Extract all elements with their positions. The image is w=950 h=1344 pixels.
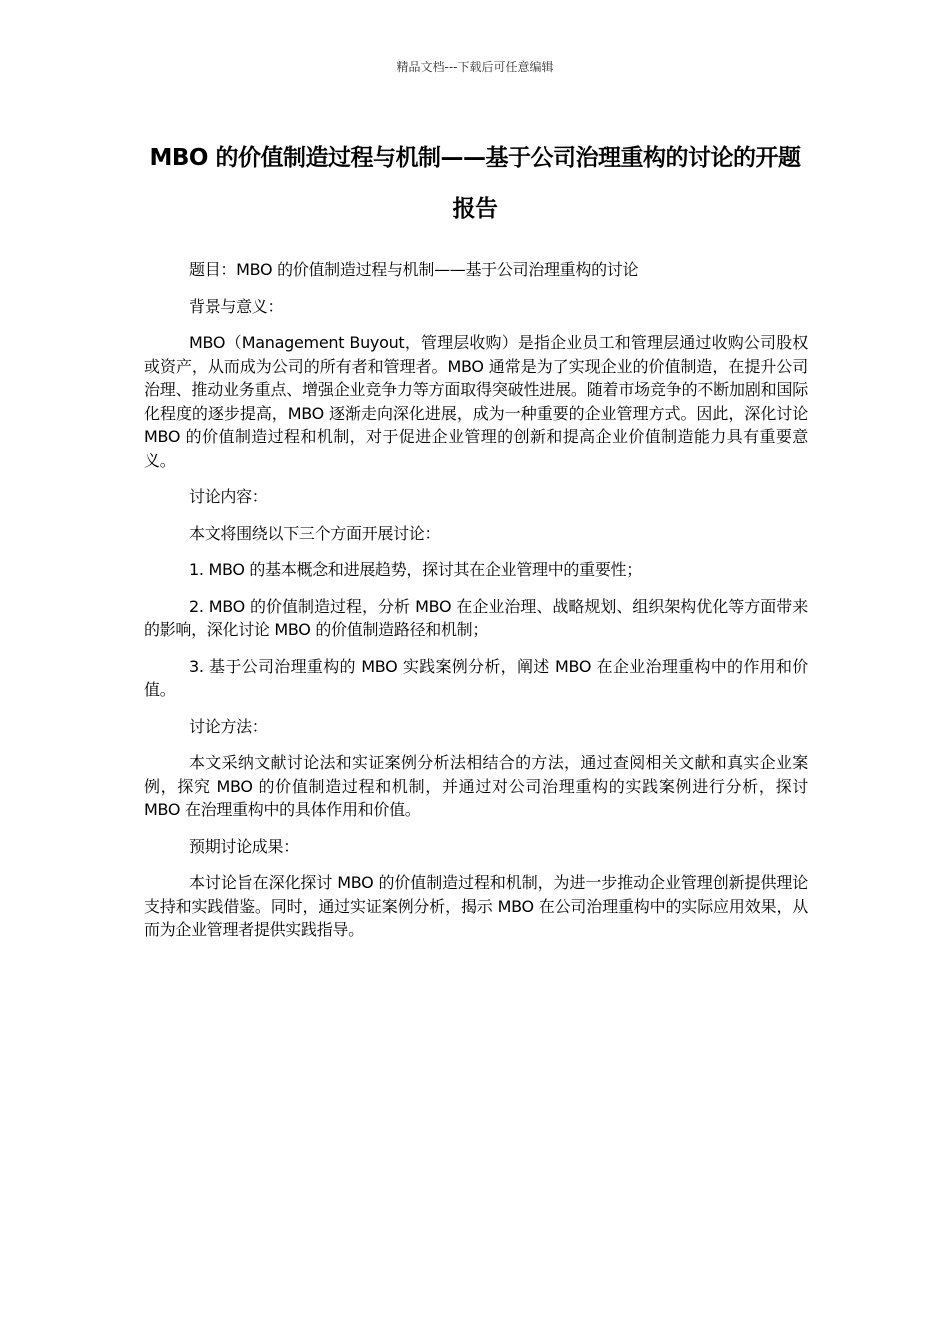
section-heading-background: 背景与意义： — [189, 296, 284, 316]
content-item-1: 1. MBO 的基本概念和进展趋势，探讨其在企业管理中的重要性； — [189, 560, 642, 579]
header-note: 精品文档---下载后可任意编辑 — [396, 60, 554, 74]
background-paragraph: MBO（Management Buyout，管理层收购）是指企业员工和管理层通过收购公司股权或资产，从而成为公司的所有者和管理者。MBO 通常是为了实现企业的价值制造，在提升公司治理、推动业务重点、增强企业竞争力等方面取得突破性进展。随着市场竞争的不断加剧和国际化程度的逐步提高，MBO 逐渐走向深化进展，成为一种重要的企业管理方式。因此，深化讨论 MBO 的价值制造过程和机制，对于促进企业管理的创新和提高企业价值制造能力具有重要意义。 — [144, 333, 808, 470]
document-body — [144, 258, 808, 955]
section-heading-results: 预期讨论成果： — [189, 836, 299, 856]
content-intro: 本文将围绕以下三个方面开展讨论： — [189, 523, 441, 543]
content-item-2: 2. MBO 的价值制造过程，分析 MBO 在企业治理、战略规划、组织架构优化等方面带来的影响，深化讨论 MBO 的价值制造路径和机制； — [144, 596, 808, 639]
method-paragraph: 本文采纳文献讨论法和实证案例分析法相结合的方法，通过查阅相关文献和真实企业案例，探究 MBO 的价值制造过程和机制，并通过对公司治理重构的实践案例进行分析，探讨 MBO 在治理重构中的具体作用和价值。 — [144, 753, 808, 819]
content-item-3: 3. 基于公司治理重构的 MBO 实践案例分析，阐述 MBO 在企业治理重构中的作用和价值。 — [144, 656, 808, 699]
topic-line: 题目：MBO 的价值制造过程与机制——基于公司治理重构的讨论 — [189, 260, 639, 279]
section-heading-method: 讨论方法： — [189, 716, 268, 736]
document-title: MBO 的价值制造过程与机制——基于公司治理重构的讨论的开题报告 — [149, 145, 801, 222]
results-paragraph: 本讨论旨在深化探讨 MBO 的价值制造过程和机制，为进一步推动企业管理创新提供理论支持和实践借鉴。同时，通过实证案例分析，揭示 MBO 在公司治理重构中的实际应用效果，从而为企业管理者提供实践指导。 — [144, 873, 808, 939]
section-heading-content: 讨论内容： — [189, 487, 268, 506]
